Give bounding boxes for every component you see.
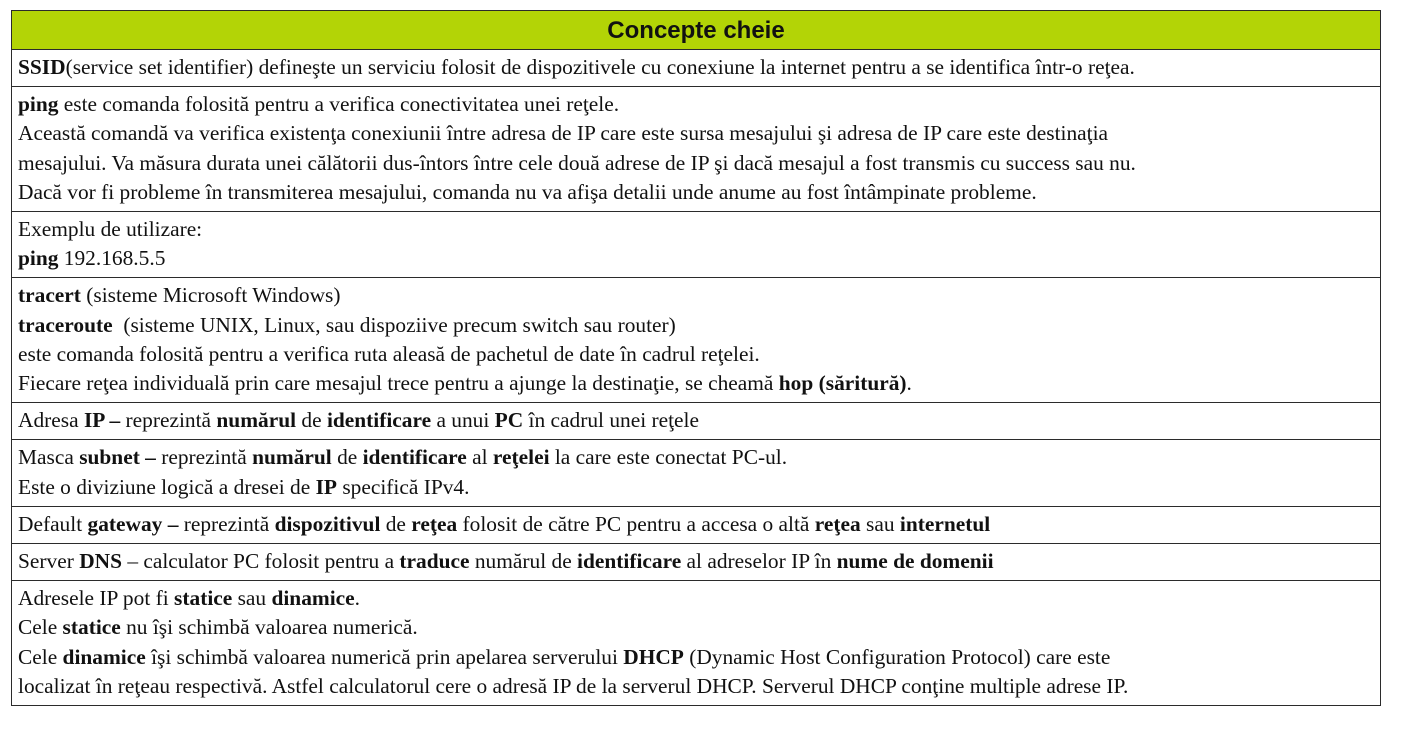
text-line xyxy=(18,406,1374,435)
text-segment: numărul de xyxy=(469,549,578,574)
text-segment: reprezintă xyxy=(178,511,275,536)
bold-term: hop (săritură) xyxy=(778,371,907,396)
text-line xyxy=(18,244,1374,273)
text-segment: reprezintă xyxy=(120,408,217,433)
bold-term: traduce xyxy=(399,549,470,574)
concept-cell xyxy=(12,440,1381,506)
bold-term: dinamice xyxy=(62,644,146,669)
text-segment: specifică IPv4. xyxy=(337,474,470,499)
text-segment: sau xyxy=(860,511,900,536)
text-line xyxy=(18,473,1374,502)
concept-cell xyxy=(12,50,1381,87)
bold-term: numărul xyxy=(216,408,297,433)
text-segment: Cele xyxy=(18,644,63,669)
text-segment: îşi schimbă valoarea numerică prin apelarea serverului xyxy=(145,644,624,669)
concept-row xyxy=(12,87,1381,212)
text-segment: – calculator PC folosit pentru a xyxy=(121,549,400,574)
text-segment: la care este conectat PC-ul. xyxy=(549,445,788,470)
bold-term: subnet – xyxy=(79,445,156,470)
concept-cell xyxy=(12,212,1381,278)
text-segment: reprezintă xyxy=(155,445,253,470)
text-segment: este comanda folosită pentru a verifica conectivitatea unei reţele. xyxy=(58,92,620,117)
concept-cell xyxy=(12,87,1381,212)
text-segment: în cadrul unei reţele xyxy=(523,408,699,433)
text-segment: (Dynamic Host Configuration Protocol) care este xyxy=(683,644,1111,669)
text-segment: de xyxy=(296,408,327,433)
text-line xyxy=(18,672,1374,701)
text-segment: Adresa xyxy=(18,408,84,433)
text-segment: Fiecare reţea individuală prin care mesajul trece pentru a ajunge la destinaţie, se cheamă xyxy=(18,371,779,396)
bold-term: DNS xyxy=(79,549,122,574)
text-segment: sau xyxy=(232,586,272,611)
text-segment: a unui xyxy=(431,408,495,433)
bold-term: numărul xyxy=(252,445,332,470)
bold-term: ping xyxy=(18,92,59,117)
bold-term: reţelei xyxy=(492,445,550,470)
text-segment: (sisteme Microsoft Windows) xyxy=(80,283,341,308)
bold-term: dinamice xyxy=(271,586,355,611)
text-line xyxy=(18,443,1374,472)
bold-term: IP – xyxy=(83,408,121,433)
bold-term: reţea xyxy=(814,511,861,536)
bold-term: statice xyxy=(174,586,233,611)
concept-row xyxy=(12,278,1381,403)
text-line xyxy=(18,340,1374,369)
concept-cell xyxy=(12,581,1381,706)
text-segment: Masca xyxy=(18,445,80,470)
concept-row xyxy=(12,581,1381,706)
text-segment: (sisteme UNIX, Linux, sau dispoziive precum switch sau router) xyxy=(112,312,676,337)
bold-term: statice xyxy=(62,615,121,640)
text-segment: Adresele IP pot fi xyxy=(18,586,175,611)
text-segment: Exemplu de utilizare: xyxy=(18,217,203,242)
text-line xyxy=(18,369,1374,398)
table-title: Concepte cheie xyxy=(12,11,1381,50)
concept-row xyxy=(12,212,1381,278)
bold-term: gateway – xyxy=(87,511,179,536)
text-line xyxy=(18,643,1374,672)
text-segment: al adreselor IP în xyxy=(681,549,837,574)
text-segment: (service set identifier) defineşte un serviciu folosit de dispozitivele cu conexiune la internet pentru a se identifica într-o reţea. xyxy=(65,55,1135,79)
text-line xyxy=(18,149,1374,178)
key-concepts-table xyxy=(11,10,1381,706)
text-line xyxy=(18,547,1374,576)
text-line xyxy=(18,281,1374,310)
bold-term: SSID xyxy=(18,55,66,79)
concept-row xyxy=(12,506,1381,543)
concept-row xyxy=(12,440,1381,506)
bold-term: identificare xyxy=(577,549,682,574)
bold-term: tracert xyxy=(18,283,81,308)
text-line xyxy=(18,53,1374,82)
text-segment: Această comandă va verifica existenţa conexiunii între adresa de IP care este sursa mesajului şi adresa de IP care este destinaţia xyxy=(18,121,1109,146)
text-line xyxy=(18,613,1374,642)
text-segment: Este o diviziune logică a dresei de xyxy=(18,474,316,499)
bold-term: traceroute xyxy=(18,312,113,337)
bold-term: IP xyxy=(315,474,337,499)
header-row xyxy=(12,11,1381,50)
bold-term: reţea xyxy=(411,511,458,536)
text-segment: de xyxy=(380,511,412,536)
text-segment: localizat în reţeau respectivă. Astfel calculatorul cere o adresă IP de la serverul DHCP. Serverul DHCP conţine multiple adrese IP. xyxy=(18,673,1129,698)
text-segment: Default xyxy=(18,511,88,536)
bold-term: dispozitivul xyxy=(274,511,381,536)
text-line xyxy=(18,311,1374,340)
text-segment: 192.168.5.5 xyxy=(58,246,166,271)
concept-cell xyxy=(12,403,1381,440)
concept-cell xyxy=(12,506,1381,543)
bold-term: identificare xyxy=(362,445,467,470)
concept-row xyxy=(12,50,1381,87)
concept-cell xyxy=(12,278,1381,403)
text-segment: . xyxy=(906,371,912,396)
text-segment: mesajului. Va măsura durata unei călătorii dus-întors între cele două adrese de IP şi dacă mesajul a fost transmis cu success sau nu. xyxy=(18,150,1136,175)
text-line xyxy=(18,90,1374,119)
text-line xyxy=(18,215,1374,244)
text-line xyxy=(18,178,1374,207)
text-segment: de xyxy=(331,445,363,470)
bold-term: nume de domenii xyxy=(836,549,994,574)
bold-term: identificare xyxy=(326,408,432,433)
text-segment: al xyxy=(466,445,493,470)
bold-term: internetul xyxy=(899,511,991,536)
concept-row xyxy=(12,403,1381,440)
text-segment: Server xyxy=(18,549,80,574)
text-segment: . xyxy=(354,586,361,611)
bold-term: DHCP xyxy=(623,644,684,669)
text-line xyxy=(18,510,1374,539)
concept-row xyxy=(12,544,1381,581)
text-segment: Dacă vor fi probleme în transmiterea mesajului, comanda nu va afişa detalii unde anume au fost întâmpinate probleme. xyxy=(18,179,1037,204)
concept-cell xyxy=(12,544,1381,581)
bold-term: ping xyxy=(18,246,59,271)
text-segment: Cele xyxy=(18,615,63,640)
text-segment: folosit de către PC pentru a accesa o altă xyxy=(457,511,815,536)
text-segment: este comanda folosită pentru a verifica ruta aleasă de pachetul de date în cadrul reţelei. xyxy=(18,341,760,366)
text-line xyxy=(18,584,1374,613)
bold-term: PC xyxy=(494,408,524,433)
text-segment: nu îşi schimbă valoarea numerică. xyxy=(120,615,418,640)
text-line xyxy=(18,119,1374,148)
